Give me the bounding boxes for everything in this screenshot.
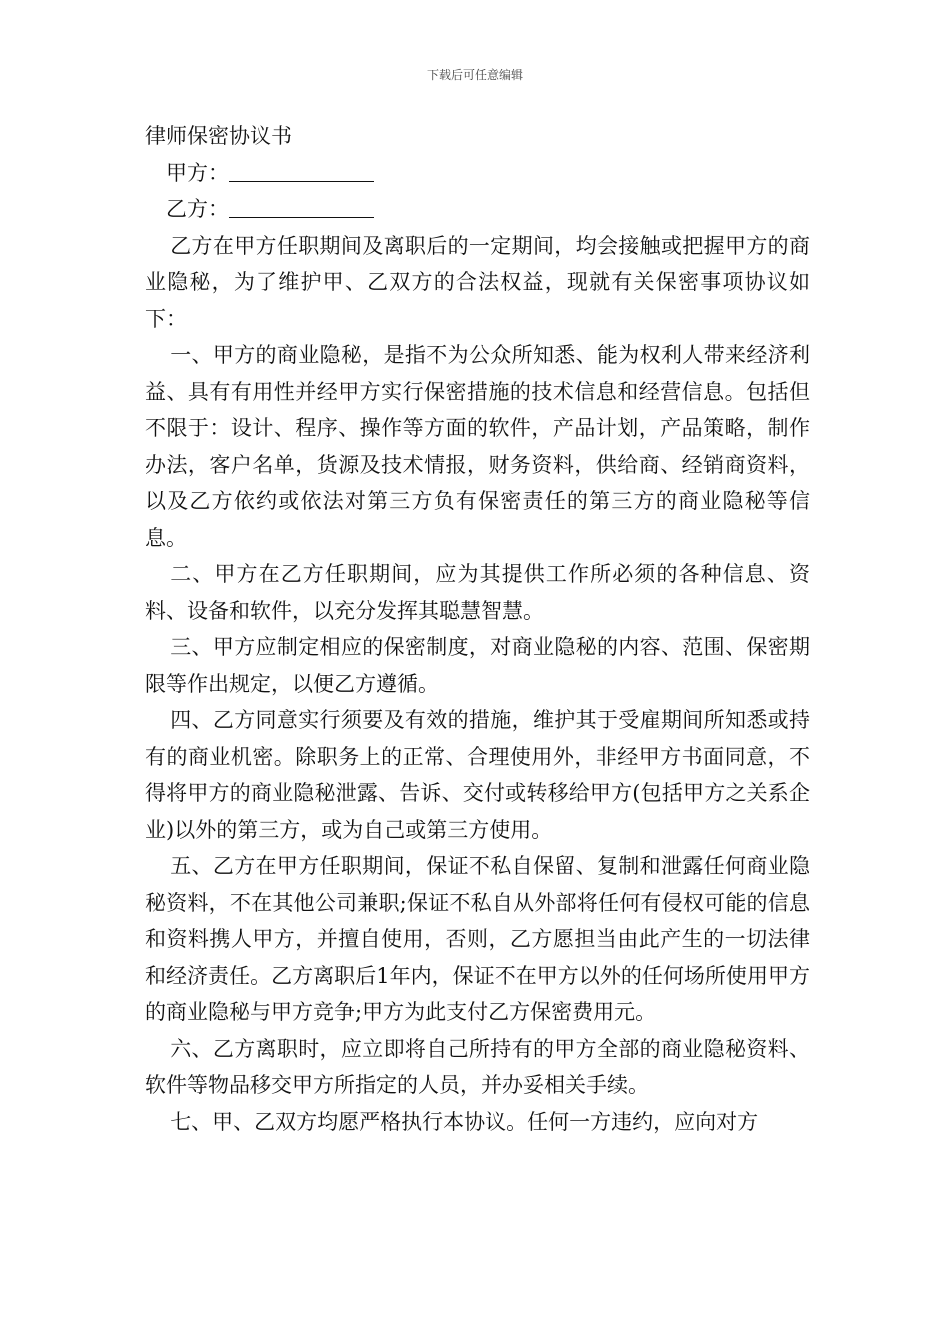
paragraph-clause-7: 七、甲、乙双方均愿严格执行本协议。任何一方违约，应向对方 xyxy=(170,1109,759,1134)
party-b-label: 乙方： xyxy=(166,197,229,221)
party-b-line xyxy=(145,191,810,228)
document-title: 律师保密协议书 xyxy=(145,124,292,148)
party-b-blank xyxy=(229,195,374,218)
paragraph-clause-1: 一、甲方的商业隐秘，是指不为公众所知悉、能为权利人带来经济利益、具有有用性并经甲方实行保密措施的技术信息和经营信息。包括但不限于：设计、程序、操作等方面的软件，产品计划，产品策略，制作办法，客户名单，货源及技术情报，财务资料，供给商、经销商资料，以及乙方依约或依法对第三方负有保密责任的第三方的商业隐秘等信息。 xyxy=(145,343,810,550)
party-a-label: 甲方： xyxy=(166,160,229,185)
party-a-blank xyxy=(229,159,374,182)
paragraph-intro: 乙方在甲方任职期间及离职后的一定期间，均会接触或把握甲方的商业隐秘，为了维护甲、乙双方的合法权益，现就有关保密事项协议如下： xyxy=(145,233,810,331)
paragraph-clause-3: 三、甲方应制定相应的保密制度，对商业隐秘的内容、范围、保密期限等作出规定，以便乙方遵循。 xyxy=(145,635,810,696)
paragraph-clause-6: 六、乙方离职时，应立即将自己所持有的甲方全部的商业隐秘资料、软件等物品移交甲方所指定的人员，并办妥相关手续。 xyxy=(145,1036,810,1097)
paragraph-clause-4: 四、乙方同意实行须要及有效的措施，维护其于受雇期间所知悉或持有的商业机密。除职务上的正常、合理使用外，非经甲方书面同意，不得将甲方的商业隐秘泄露、告诉、交付或转移给甲方(包括甲方之关系企业)以外的第三方，或为自己或第三方使用。 xyxy=(145,708,810,842)
header-note: 下载后可任意编辑 xyxy=(426,68,523,82)
paragraph-clause-5: 五、乙方在甲方任职期间，保证不私自保留、复制和泄露任何商业隐秘资料，不在其他公司兼职;保证不私自从外部将任何有侵权可能的信息和资料携人甲方，并擅自使用，否则，乙方愿担当由此产生的一切法律和经济责任。乙方离职后1年内，保证不在甲方以外的任何场所使用甲方的商业隐秘与甲方竞争;甲方为此支付乙方保密费用元。 xyxy=(145,854,810,1024)
party-a-line xyxy=(145,155,810,192)
document-body xyxy=(145,118,810,1140)
paragraph-clause-2: 二、甲方在乙方任职期间，应为其提供工作所必须的各种信息、资料、设备和软件，以充分发挥其聪慧智慧。 xyxy=(145,562,810,623)
